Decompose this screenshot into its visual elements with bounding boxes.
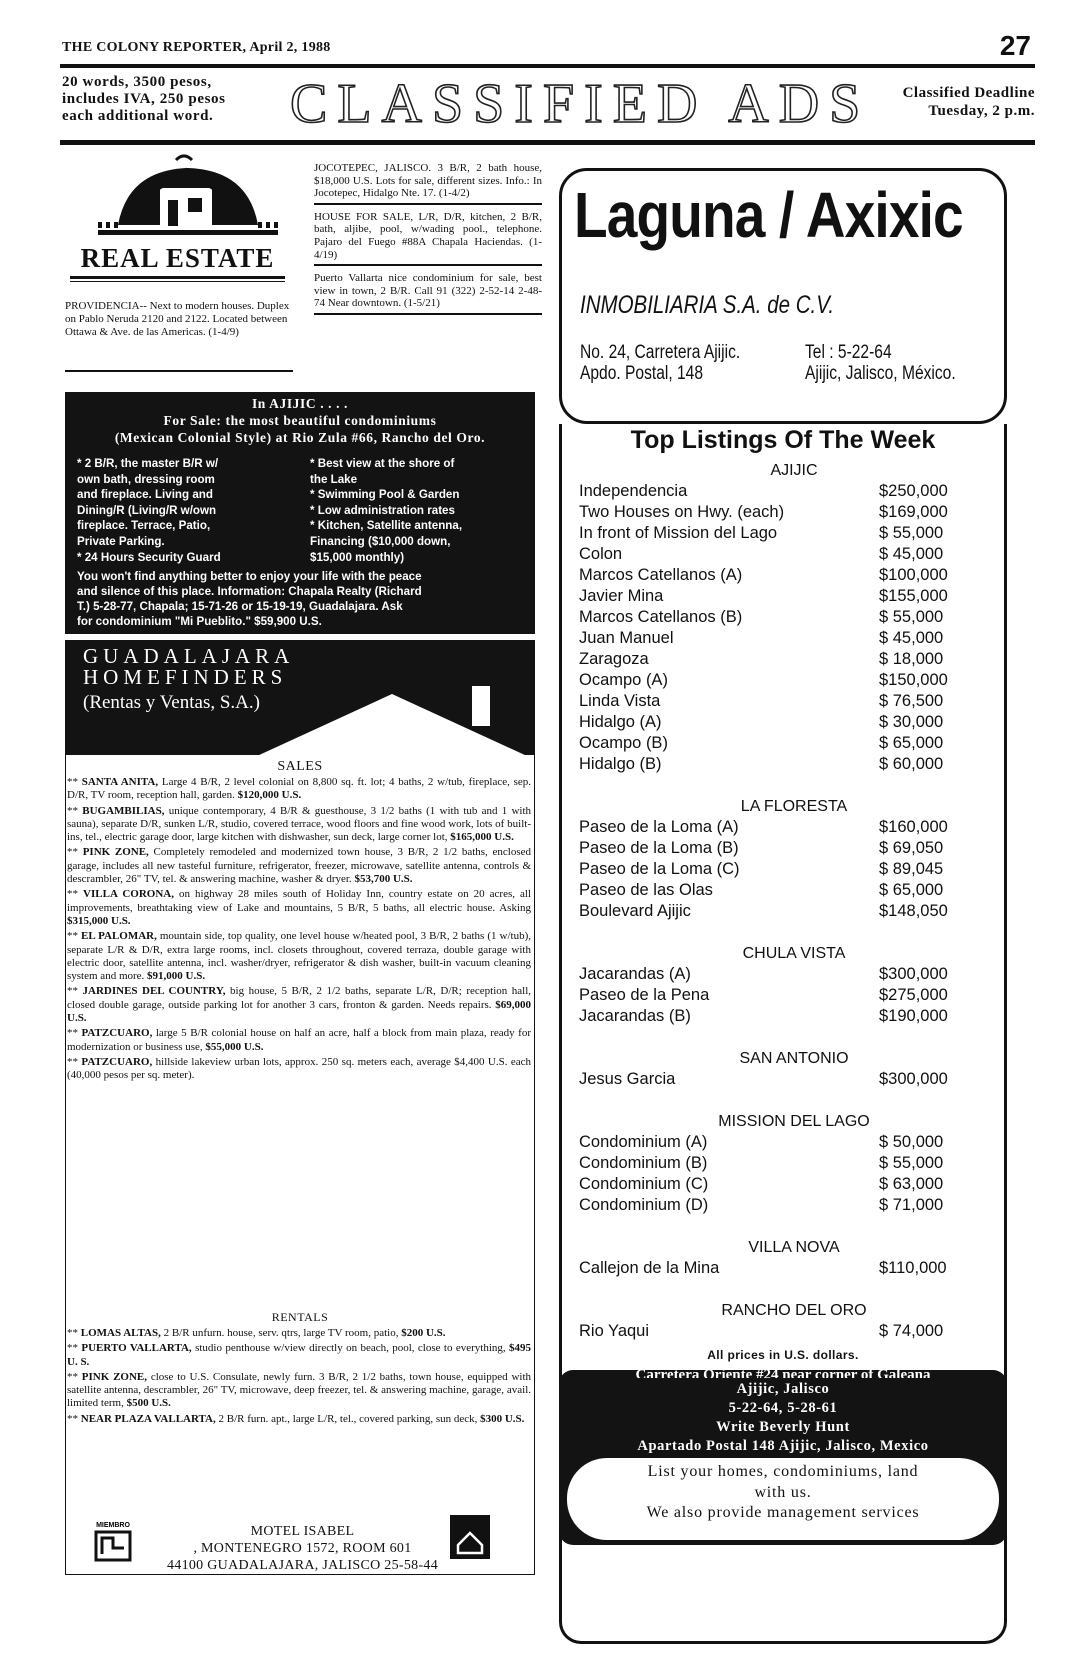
listing-name: Paseo de la Loma (C) — [579, 860, 740, 878]
address-line: Apdo. Postal, 148 — [580, 363, 703, 384]
listing-price: $ 69,050 — [879, 839, 944, 857]
listing-row — [579, 481, 979, 502]
ad-line: * Low administration rates — [310, 503, 455, 517]
list-line: We also provide management services — [646, 1504, 920, 1521]
name-line: GUADALAJARA — [83, 644, 295, 668]
listing-name: Callejon de la Mina — [579, 1259, 720, 1277]
listing-price: $100,000 — [879, 566, 948, 584]
listing-row — [579, 565, 979, 586]
header-rule-thick — [60, 140, 1035, 145]
listing-name: Hidalgo (A) — [579, 713, 662, 731]
listing-price: $ 63,000 — [879, 1175, 944, 1193]
listing-row — [579, 544, 979, 565]
listing-row — [579, 733, 979, 754]
listing-price: $ 65,000 — [879, 881, 944, 899]
listing-row — [579, 1258, 979, 1279]
list-item: ** PINK ZONE, close to U.S. Consulate, newly furn. 3 B/R, 2 1/2 baths, town house, equipped with satellite antenna, descrambler, 26" TV, microwave, deep freezer, tel. & answering machine, garage, avail. limited term, $500 U.S. — [67, 1370, 532, 1410]
listing-section-heading: SAN ANTONIO — [739, 1050, 849, 1067]
listing-name: Paseo de la Loma (B) — [579, 839, 739, 857]
house-logo-icon — [450, 1515, 490, 1559]
real-estate-title: REAL ESTATE — [70, 243, 285, 279]
listing-price: $ 18,000 — [879, 650, 944, 668]
classified-ad: HOUSE FOR SALE, L/R, D/R, kitchen, 2 B/R, bath, aljibe, pool, w/wading pool., telephone. Pajaro del Fuego #88A Chapala Haciendas. (1-4/19) — [314, 211, 542, 266]
ad-line: In AJIJIC . . . . — [251, 396, 349, 411]
listing-row — [579, 817, 979, 838]
listing-price: $ 50,000 — [879, 1133, 944, 1151]
classified-ad: JOCOTEPEC, JALISCO. 3 B/R, 2 bath house, $18,000 U.S. Lots for sale, different sizes. Info.: In Jocotepec, Hidalgo Nte. 17. (1-4/2) — [314, 162, 542, 205]
listing-name: Paseo de la Loma (A) — [579, 818, 739, 836]
listing-row — [579, 1006, 979, 1027]
ad-line: (Mexican Colonial Style) at Rio Zula #66, Rancho del Oro. — [114, 430, 486, 445]
listing-name: Ocampo (A) — [579, 671, 668, 689]
company-name: INMOBILIARIA S.A. de C.V. — [580, 291, 835, 319]
ajijic-ad-features-left — [77, 456, 309, 565]
ajijic-condominium-ad — [65, 392, 535, 634]
listing-row — [579, 901, 979, 922]
list-item: ** LOMAS ALTAS, 2 B/R unfurn. house, serv. qtrs, large TV room, patio, $200 U.S. — [67, 1327, 446, 1339]
listing-price: $ 45,000 — [879, 629, 944, 647]
house-dome-icon — [98, 150, 278, 240]
listing-row — [579, 691, 979, 712]
listing-name: Two Houses on Hwy. (each) — [579, 503, 785, 521]
listing-price: $190,000 — [879, 1007, 948, 1025]
laguna-axixic-title: Laguna / Axixic — [574, 179, 963, 251]
ad-line: $15,000 monthly) — [310, 550, 405, 564]
list-line: with us. — [754, 1483, 812, 1501]
deadline-line: Tuesday, 2 p.m. — [928, 103, 1035, 119]
motel-line: 44100 GUADALAJARA, JALISCO 25-58-44 — [166, 1558, 439, 1573]
page-number: 27 — [999, 30, 1031, 61]
ad-rate-note — [62, 74, 272, 125]
ad-line: Private Parking. — [77, 534, 165, 548]
ad-line: the Lake — [310, 472, 358, 486]
listing-name: Marcos Catellanos (B) — [579, 608, 743, 626]
svg-text:MIEMBRO: MIEMBRO — [96, 1522, 130, 1529]
listing-name: Marcos Catellanos (A) — [579, 566, 743, 584]
contact-line: 5-22-64, 5-28-61 — [728, 1400, 838, 1416]
top-listings-table — [579, 460, 979, 1342]
sales-heading: SALES — [277, 759, 323, 774]
listing-name: Linda Vista — [579, 692, 661, 710]
listing-name: Paseo de la Pena — [579, 986, 710, 1004]
classified-ad: Puerto Vallarta nice condominium for sale, best view in town, 2 B/R. Call 91 (322) 2-52-14 2-48-74 Near downtown. (1-5/21) — [314, 272, 542, 315]
prices-note: All prices in U.S. dollars. — [707, 1348, 859, 1362]
listing-row — [579, 586, 979, 607]
listing-row — [579, 502, 979, 523]
listing-name: Jacarandas (A) — [579, 965, 691, 983]
listing-row — [579, 964, 979, 985]
listing-price: $ 71,000 — [879, 1196, 944, 1214]
listing-price: $ 30,000 — [879, 713, 944, 731]
company-phone — [805, 342, 956, 384]
name-line: HOMEFINDERS — [83, 665, 288, 689]
ajijic-ad-footer — [77, 569, 527, 629]
listing-name: Colon — [579, 545, 623, 563]
ad-line: and fireplace. Living and — [77, 488, 213, 502]
listing-row — [579, 1153, 979, 1174]
list-item: ** PUERTO VALLARTA, studio penthouse w/view directly on beach, pool, close to everything, $495 U. S. — [67, 1342, 532, 1368]
contact-lines — [559, 1380, 1007, 1456]
short-ads-column — [314, 162, 542, 321]
ad-line: T.) 5-28-77, Chapala; 15-71-26 or 15-19-19, Guadalajara. Ask — [77, 600, 403, 613]
section-gap — [579, 1090, 979, 1111]
listing-row — [579, 523, 979, 544]
listing-row — [579, 1195, 979, 1216]
motel-text — [145, 1523, 460, 1574]
listing-name: Jacarandas (B) — [579, 1007, 691, 1025]
deadline-line: Classified Deadline — [902, 85, 1035, 101]
ad-line: * 2 B/R, the master B/R w/ — [77, 457, 219, 470]
listing-row — [579, 607, 979, 628]
ad-line: Financing ($10,000 down, — [310, 534, 451, 548]
divider — [65, 370, 293, 372]
listing-name: In front of Mission del Lago — [579, 524, 778, 542]
list-item: ** EL PALOMAR, mountain side, top quality, one level house w/heated pool, 3 B/R, 2 baths (1 w/tub), separate L/R & D/R, extra large rooms, incl. closets throughout, covered terraza, double garage with electric door, satellite antenna, incl. washer/dryer, refrigerator & dish washer, built-in vacuum cleaning system and more. $91,000 U.S. — [67, 930, 531, 983]
listing-row — [579, 838, 979, 859]
ad-line: own bath, dressing room — [77, 472, 215, 486]
listing-row — [579, 649, 979, 670]
ad-line: for condominium "Mi Pueblito." $59,900 U.S. — [77, 615, 322, 628]
listing-section-heading: MISSION DEL LAGO — [718, 1113, 870, 1130]
listing-name: Independencia — [579, 482, 688, 500]
listing-section-heading: RANCHO DEL ORO — [721, 1302, 867, 1319]
contact-line: Ajijic, Jalisco — [736, 1381, 830, 1397]
address-line: Ajijic, Jalisco, México. — [805, 363, 956, 384]
listing-row — [579, 1069, 979, 1090]
listing-price: $300,000 — [879, 965, 948, 983]
homefinders-subtitle: (Rentas y Ventas, S.A.) — [83, 692, 260, 713]
ad-line: * Swimming Pool & Garden — [310, 488, 460, 502]
listing-price: $155,000 — [879, 587, 948, 605]
contact-line: Write Beverly Hunt — [716, 1419, 850, 1435]
ajijic-ad-heading — [65, 395, 535, 446]
listing-row — [579, 859, 979, 880]
rate-line: 20 words, 3500 pesos, — [62, 74, 212, 90]
section-gap — [579, 1027, 979, 1048]
listing-price: $ 74,000 — [879, 1322, 944, 1340]
listing-price: $ 60,000 — [879, 755, 944, 773]
listing-name: Ocampo (B) — [579, 734, 668, 752]
listing-name: Condominium (C) — [579, 1175, 709, 1193]
listing-row — [579, 754, 979, 775]
listing-name: Zaragoza — [579, 650, 649, 668]
section-gap — [579, 1279, 979, 1300]
address-line: No. 24, Carretera Ajijic. — [580, 342, 741, 363]
list-line: List your homes, condominiums, land — [647, 1463, 919, 1480]
list-with-us-text — [567, 1462, 999, 1524]
listing-price: $110,000 — [879, 1259, 947, 1277]
address-line: Tel : 5-22-64 — [805, 342, 892, 363]
listing-name: Boulevard Ajijic — [579, 902, 691, 920]
list-item: ** PATZCUARO, large 5 B/R colonial house on half an acre, half a block from main plaza, ready for modernization or business use, $55,000 U.S. — [67, 1027, 531, 1053]
motel-line: MOTEL ISABEL — [250, 1524, 355, 1539]
listing-price: $250,000 — [879, 482, 948, 500]
list-item: ** PINK ZONE, Completely remodeled and modernized town house, 3 B/R, 2 1/2 baths, enclosed garage, includes all new tasteful furniture, refrigerator, freezer, microwave, satellite antenna, controls & descrambler, 26" TV, tel. & answering machine, washer & dryer. $53,700 U.S. — [67, 846, 531, 886]
listing-price: $148,050 — [879, 902, 948, 920]
motel-line: , MONTENEGRO 1572, ROOM 601 — [193, 1541, 412, 1556]
listing-name: Condominium (D) — [579, 1196, 709, 1214]
listing-name: Javier Mina — [579, 587, 664, 605]
listing-price: $ 45,000 — [879, 545, 944, 563]
ajijic-ad-features-right — [310, 456, 530, 565]
listing-section-heading: CHULA VISTA — [742, 945, 846, 962]
listing-name: Jesus Garcia — [579, 1070, 676, 1088]
listing-name: Hidalgo (B) — [579, 755, 662, 773]
listing-section-heading: VILLA NOVA — [748, 1239, 840, 1256]
listing-price: $ 55,000 — [879, 608, 944, 626]
contact-line: Apartado Postal 148 Ajijic, Jalisco, Mexico — [637, 1438, 929, 1454]
listing-name: Juan Manuel — [579, 629, 674, 647]
listing-row — [579, 880, 979, 901]
listing-row — [579, 1132, 979, 1153]
publication-line: THE COLONY REPORTER, April 2, 1988 — [62, 40, 331, 55]
list-item: ** SANTA ANITA, Large 4 B/R, 2 level colonial on 8,800 sq. ft. lot; 4 baths, 2 w/tub, fireplace, sep. D/R, TV room, reception hall, garden. $120,000 U.S. — [67, 776, 532, 802]
list-item: ** VILLA CORONA, on highway 28 miles south of Holiday Inn, country estate on 20 acres, all improvements, breathtaking view of Lake and mountains, 5 B/R, 5 baths, all electric house. Asking $315,000 U.S. — [67, 888, 532, 927]
rentals-heading: RENTALS — [271, 1310, 329, 1324]
ad-line: For Sale: the most beautiful condominiums — [163, 413, 437, 428]
listing-price: $300,000 — [879, 1070, 948, 1088]
list-item: ** JARDINES DEL COUNTRY, big house, 5 B/R, 2 1/2 baths, separate L/R, D/R; reception hall, closed double garage, outside parking lot for another 3 cars, fronton & garden. Needs repairs. $69,000 U.S. — [67, 985, 532, 1025]
listing-row — [579, 1321, 979, 1342]
listing-row — [579, 628, 979, 649]
ad-line: * 24 Hours Security Guard — [77, 550, 221, 564]
ad-line: Dining/R (Living/R w/own — [77, 503, 217, 517]
top-listings-title: Top Listings Of The Week — [630, 426, 936, 454]
listing-section-heading: AJIJIC — [770, 462, 818, 479]
listing-price: $ 55,000 — [879, 524, 944, 542]
motel-isabel-address — [65, 1515, 535, 1573]
ad-line: and silence of this place. Information: Chapala Realty (Richard — [77, 585, 422, 598]
ad-line: fireplace. Terrace, Patio, — [77, 519, 211, 533]
list-item: ** PATZCUARO, hillside lakeview urban lots, approx. 250 sq. meters each, average $4,400 U.S. each (40,000 pesos per sq. meter). — [67, 1055, 532, 1082]
divider — [70, 281, 285, 282]
listing-price: $ 76,500 — [879, 692, 944, 710]
house-roof-icon — [257, 676, 527, 756]
company-address — [580, 342, 740, 384]
contact-top-line: Carretera Oriente #24 near corner of Galeana — [635, 1367, 931, 1378]
deadline-note — [903, 84, 1035, 120]
listing-name: Paseo de las Olas — [579, 881, 713, 899]
listing-price: $ 55,000 — [879, 1154, 944, 1172]
rate-line: each additional word. — [62, 108, 214, 124]
listing-row — [579, 985, 979, 1006]
ad-line: * Kitchen, Satellite antenna, — [310, 519, 463, 533]
rate-line: includes IVA, 250 pesos — [62, 91, 226, 107]
list-item: ** BUGAMBILIAS, unique contemporary, 4 B/R & guesthouse, 3 1/2 baths (1 with tub and 1 with sauna), separate D/R, sunken L/R, studio, covered terrace, wood floors and fine wood work, lots of built-ins, tel., electric garage door, large kitchen with dishwasher, sun deck, large corner lot, $165,000 U.S. — [67, 804, 532, 844]
section-gap — [579, 1216, 979, 1237]
rentals-list — [67, 1327, 531, 1428]
listing-name: Condominium (B) — [579, 1154, 708, 1172]
listing-name: Condominium (A) — [579, 1133, 708, 1151]
listing-price: $ 65,000 — [879, 734, 944, 752]
list-item: ** NEAR PLAZA VALLARTA, 2 B/R furn. apt., large L/R, tel., covered parking, sun deck, $300 U.S. — [67, 1412, 525, 1425]
listing-row — [579, 670, 979, 691]
listing-row — [579, 712, 979, 733]
providencia-ad: PROVIDENCIA-- Next to modern houses. Duplex on Pablo Neruda 2120 and 2122. Located between Ottawa & Ave. de las Americas. (1-4/9) — [65, 300, 290, 338]
section-gap — [579, 922, 979, 943]
ad-line: * Best view at the shore of — [310, 457, 455, 470]
sales-list — [67, 776, 531, 1085]
section-gap — [579, 775, 979, 796]
classified-ads-banner: CLASSIFIED ADS — [290, 73, 871, 135]
listing-price: $ 89,045 — [879, 860, 944, 878]
homefinders-header — [65, 640, 535, 755]
member-logo-icon — [93, 1520, 133, 1562]
ad-line: You won't find anything better to enjoy your life with the peace — [77, 570, 422, 583]
listing-price: $150,000 — [879, 671, 948, 689]
listing-row — [579, 1174, 979, 1195]
header-rule — [60, 64, 1035, 68]
listing-price: $160,000 — [879, 818, 948, 836]
listing-section-heading: LA FLORESTA — [740, 798, 848, 815]
listing-name: Rio Yaqui — [579, 1322, 650, 1340]
listing-price: $275,000 — [879, 986, 948, 1004]
listing-price: $169,000 — [879, 503, 948, 521]
